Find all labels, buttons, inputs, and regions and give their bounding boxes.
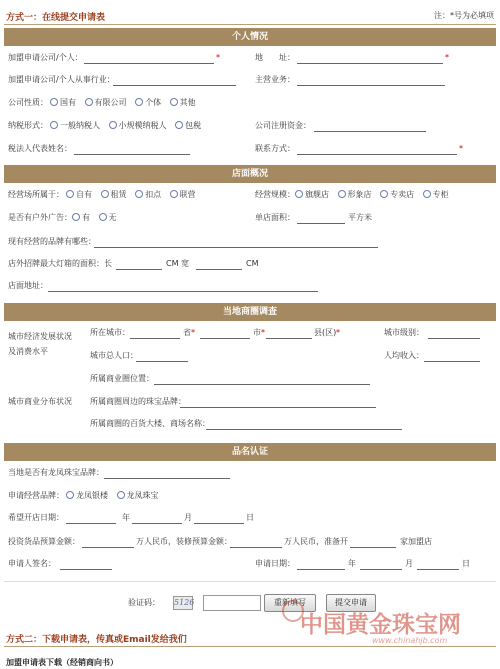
signer-label: 申请人签名： xyxy=(8,559,56,568)
sign-area-label: 店外招牌最大灯箱的面积：长 xyxy=(8,259,112,268)
nature-option-state[interactable]: 国有 xyxy=(50,98,76,107)
venue-label: 经营场所属于： xyxy=(8,190,64,199)
radio-icon xyxy=(135,190,143,198)
county-input[interactable] xyxy=(266,338,312,339)
header-divider xyxy=(4,24,496,25)
section-store-header: 店面概况 xyxy=(4,165,496,183)
venue-option-lease[interactable]: 租赁 xyxy=(101,190,127,199)
apply-brand-option-silver[interactable]: 龙凤银楼 xyxy=(66,491,108,500)
city-dev-label-2: 及消费水平 xyxy=(8,347,48,356)
radio-icon xyxy=(66,190,74,198)
section-brand-header: 品名认证 xyxy=(4,443,496,461)
city-dev-label-1: 城市经济发展状况 xyxy=(8,332,72,341)
tax-label: 纳税形式： xyxy=(8,121,48,130)
address-label: 地 址： xyxy=(255,53,295,62)
scale-radio-group xyxy=(295,189,455,201)
radio-icon xyxy=(101,190,109,198)
commerce-distribution-label: 城市商业分布状况 xyxy=(8,397,72,406)
radio-icon xyxy=(66,491,74,499)
radio-icon xyxy=(50,121,58,129)
city-input[interactable] xyxy=(200,338,250,339)
apply-brand-label: 申请经营品牌： xyxy=(8,491,64,500)
income-label: 人均收入： xyxy=(384,351,424,360)
industry-label: 加盟申请公司/个人从事行业： xyxy=(8,75,115,84)
captcha-image: 5126 xyxy=(173,596,193,610)
contact-label: 联系方式： xyxy=(255,144,295,153)
population-input[interactable] xyxy=(136,361,188,362)
method2-divider xyxy=(4,646,496,647)
sign-length-input[interactable] xyxy=(116,269,162,270)
tax-radio-group xyxy=(50,120,207,132)
radio-icon xyxy=(117,491,125,499)
store-address-input[interactable] xyxy=(48,291,318,292)
invest-input[interactable] xyxy=(82,547,134,548)
outdoor-option-no[interactable]: 无 xyxy=(99,213,117,222)
section-personal-header: 个人情况 xyxy=(4,28,496,46)
company-label: 加盟申请公司/个人： xyxy=(8,53,83,62)
nearby-brands-input[interactable] xyxy=(180,407,376,408)
invest-label: 投资货品预算金额： xyxy=(8,537,80,546)
business-circle-input[interactable] xyxy=(154,384,370,385)
area-unit: 平方米 xyxy=(348,213,372,222)
scale-option-counter[interactable]: 专柜 xyxy=(423,190,449,199)
open-month-input[interactable] xyxy=(132,523,182,524)
business-label: 主营业务： xyxy=(255,75,295,84)
tax-option-small[interactable]: 小规模纳税人 xyxy=(109,121,167,130)
company-input[interactable] xyxy=(84,63,214,64)
city-level-input[interactable] xyxy=(428,338,480,339)
nature-option-individual[interactable]: 个体 xyxy=(135,98,161,107)
required-mark: * xyxy=(261,328,265,337)
captcha-label: 验证码： xyxy=(128,598,160,607)
industry-input[interactable] xyxy=(113,85,236,86)
outdoor-option-yes[interactable]: 有 xyxy=(72,213,90,222)
required-mark: * xyxy=(191,328,195,337)
capital-label: 公司注册资金： xyxy=(255,121,311,130)
tax-option-fixed[interactable]: 包税 xyxy=(175,121,201,130)
scale-option-exclusive[interactable]: 专卖店 xyxy=(380,190,414,199)
reset-button[interactable]: 重新填写 xyxy=(264,594,316,612)
province-label: 省 xyxy=(183,328,191,337)
submit-button[interactable]: 提交申请 xyxy=(326,594,376,612)
legal-rep-input[interactable] xyxy=(74,154,190,155)
method1-title: 方式一：在线提交申请表 xyxy=(6,13,106,23)
nature-option-other[interactable]: 其他 xyxy=(170,98,196,107)
radio-icon xyxy=(109,121,117,129)
province-input[interactable] xyxy=(130,338,180,339)
venue-option-commission[interactable]: 扣点 xyxy=(135,190,161,199)
apply-month-label: 月 xyxy=(405,559,413,568)
radio-icon xyxy=(423,190,431,198)
method2-title: 方式二：下载申请表，传真或Email发给我们 xyxy=(6,635,187,645)
brand-exists-input[interactable] xyxy=(104,478,230,479)
signer-input[interactable] xyxy=(60,569,112,570)
radio-icon xyxy=(99,213,107,221)
day-label: 日 xyxy=(246,513,254,522)
nature-radio-group xyxy=(50,97,202,109)
legal-rep-label: 税法人代表姓名： xyxy=(8,144,72,153)
address-input[interactable] xyxy=(297,63,443,64)
population-label: 城市总人口： xyxy=(90,351,138,360)
required-mark: * xyxy=(336,328,340,337)
scale-label: 经营规模： xyxy=(255,190,295,199)
invest-unit: 万人民币，装修预算金额： xyxy=(136,537,232,546)
income-input[interactable] xyxy=(424,361,480,362)
apply-date-label: 申请日期： xyxy=(255,559,295,568)
scale-option-flagship[interactable]: 旗舰店 xyxy=(295,190,329,199)
decor-unit: 万人民币，准备开 xyxy=(284,537,348,546)
captcha-input[interactable] xyxy=(203,595,261,611)
month-label: 月 xyxy=(184,513,192,522)
download-link[interactable]: 加盟申请表下载（经销商向书） xyxy=(6,658,118,667)
radio-icon xyxy=(135,98,143,106)
brands-input[interactable] xyxy=(94,247,378,248)
contact-input[interactable] xyxy=(297,154,457,155)
city-label: 市 xyxy=(253,328,261,337)
department-stores-label: 所属商圈的百货大楼、商场名称： xyxy=(90,419,210,428)
venue-option-owned[interactable]: 自有 xyxy=(66,190,92,199)
city-location-label: 所在城市： xyxy=(90,328,130,337)
store-address-label: 店面地址： xyxy=(8,281,48,290)
sign-cm-width-label: CM 宽 xyxy=(166,259,190,268)
brands-label: 现有经营的品牌有哪些： xyxy=(8,237,96,246)
year-label: 年 xyxy=(122,513,130,522)
outdoor-radio-group xyxy=(72,212,123,224)
nature-label: 公司性质： xyxy=(8,98,48,107)
radio-icon xyxy=(175,121,183,129)
watermark-url: www.chinahjb.com xyxy=(372,636,448,645)
brand-exists-label: 当地是否有龙凤珠宝品牌： xyxy=(8,468,104,477)
decor-input[interactable] xyxy=(230,547,282,548)
required-mark: * xyxy=(216,53,220,62)
store-count-input[interactable] xyxy=(350,547,396,548)
required-mark: * xyxy=(445,53,449,62)
radio-icon xyxy=(170,98,178,106)
tax-option-general[interactable]: 一般纳税人 xyxy=(50,121,100,130)
required-mark: * xyxy=(459,144,463,153)
apply-day-label: 日 xyxy=(462,559,470,568)
sign-width-input[interactable] xyxy=(196,269,242,270)
outdoor-ad-label: 是否有户外广告： xyxy=(8,213,72,222)
city-level-label: 城市级别： xyxy=(384,328,424,337)
area-input[interactable] xyxy=(297,223,345,224)
section-market-header: 当地商圈调查 xyxy=(4,303,496,321)
area-label: 单店面积： xyxy=(255,213,295,222)
open-year-input[interactable] xyxy=(66,523,116,524)
open-date-label: 希望开店日期： xyxy=(8,513,64,522)
venue-option-joint[interactable]: 联营 xyxy=(170,190,196,199)
nearby-brands-label: 所属商圈周边的珠宝品牌： xyxy=(90,397,186,406)
radio-icon xyxy=(380,190,388,198)
sign-cm-label: CM xyxy=(246,259,259,268)
business-circle-label: 所属商业圈位置： xyxy=(90,374,154,383)
radio-icon xyxy=(170,190,178,198)
scale-option-image[interactable]: 形象店 xyxy=(338,190,372,199)
radio-icon xyxy=(72,213,80,221)
watermark-title: 中国黄金珠宝网 xyxy=(300,611,461,638)
apply-year-input[interactable] xyxy=(297,569,345,570)
form-divider xyxy=(4,581,496,582)
county-label: 县(区) xyxy=(314,328,337,337)
business-input[interactable] xyxy=(297,85,445,86)
stores-unit: 家加盟店 xyxy=(400,537,432,546)
apply-day-input[interactable] xyxy=(417,569,459,570)
nature-option-limited[interactable]: 有限公司 xyxy=(85,98,127,107)
radio-icon xyxy=(50,98,58,106)
required-note: 注：*号为必填项 xyxy=(434,11,494,20)
venue-radio-group xyxy=(66,189,202,201)
apply-brand-radio-group xyxy=(66,490,165,502)
open-day-input[interactable] xyxy=(194,523,244,524)
apply-year-label: 年 xyxy=(348,559,356,568)
radio-icon xyxy=(338,190,346,198)
radio-icon xyxy=(85,98,93,106)
apply-brand-option-jewelry[interactable]: 龙凤珠宝 xyxy=(117,491,159,500)
department-stores-input[interactable] xyxy=(206,429,402,430)
radio-icon xyxy=(295,190,303,198)
apply-month-input[interactable] xyxy=(360,569,402,570)
capital-input[interactable] xyxy=(314,131,426,132)
